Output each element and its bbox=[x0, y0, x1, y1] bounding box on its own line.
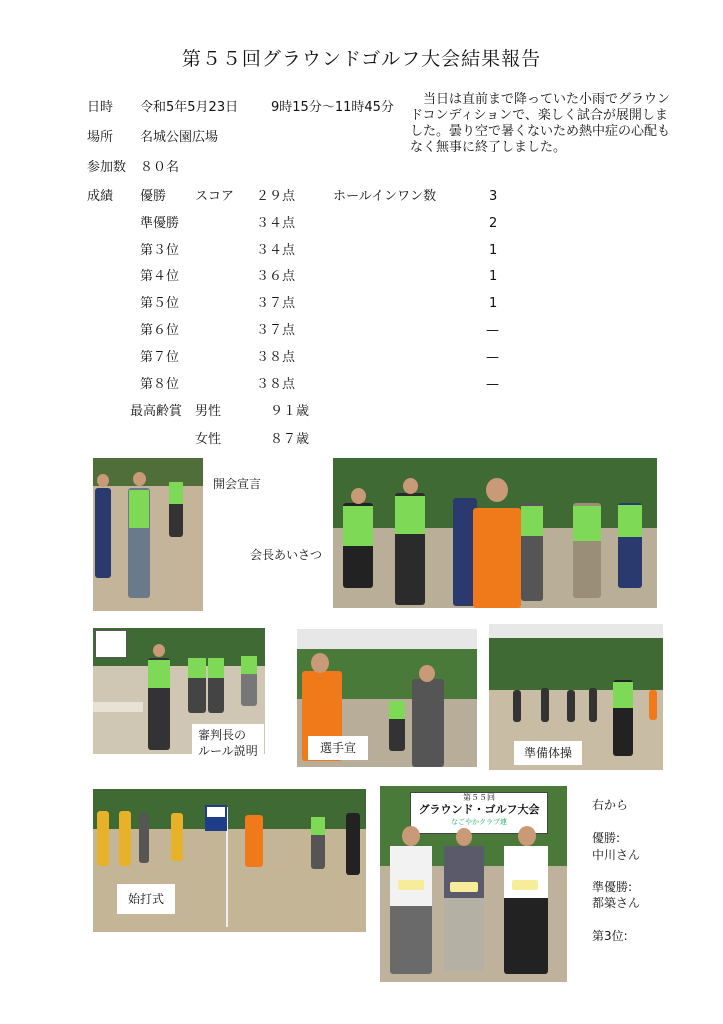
result-score: ３４点 bbox=[256, 216, 296, 231]
winners-from-right: 右から bbox=[592, 798, 629, 812]
hole-in-one-header: ホールインワン数 bbox=[333, 189, 437, 204]
photo-opening-declaration bbox=[93, 458, 203, 611]
result-score: ３７点 bbox=[256, 296, 296, 311]
banner-line1: 第５５回 bbox=[463, 793, 495, 802]
banner-line3: なごやかクラブ連 bbox=[451, 818, 507, 826]
result-rank: 第３位 bbox=[140, 243, 180, 258]
oldest-male-label: 男性 bbox=[195, 404, 222, 419]
score-header: スコア bbox=[195, 189, 235, 204]
caption-rules-line2: ルール説明 bbox=[198, 744, 258, 758]
result-hole-in-one: — bbox=[486, 350, 499, 365]
results-label: 成績 bbox=[87, 189, 114, 204]
date-value: 令和5年5月23日 bbox=[140, 100, 239, 115]
caption-rules-explanation bbox=[192, 724, 264, 762]
winner-first-label: 優勝: bbox=[592, 831, 621, 845]
result-hole-in-one: 2 bbox=[489, 216, 498, 231]
result-hole-in-one: 1 bbox=[489, 296, 498, 311]
result-hole-in-one: 1 bbox=[489, 269, 498, 284]
oldest-male-age: ９１歳 bbox=[270, 404, 310, 419]
result-score: ３７点 bbox=[256, 323, 296, 338]
caption-president-greeting: 会長あいさつ bbox=[250, 548, 323, 562]
caption-first-shot: 始打式 bbox=[117, 884, 175, 914]
result-hole-in-one: — bbox=[486, 323, 499, 338]
photo-president-greeting bbox=[333, 458, 657, 608]
winner-third-label: 第3位: bbox=[592, 929, 628, 943]
oldest-female-age: ８７歳 bbox=[270, 432, 310, 447]
banner-line2: グラウンド・ゴルフ大会 bbox=[418, 803, 540, 816]
result-rank: 優勝 bbox=[140, 189, 167, 204]
result-hole-in-one: — bbox=[486, 377, 499, 392]
oldest-award-label: 最高齢賞 bbox=[130, 404, 183, 419]
result-score: ３８点 bbox=[256, 377, 296, 392]
result-score: ３６点 bbox=[256, 269, 296, 284]
oldest-female-label: 女性 bbox=[195, 432, 222, 447]
caption-warmup: 準備体操 bbox=[514, 741, 582, 765]
place-value: 名城公園広場 bbox=[140, 130, 219, 145]
caption-rules-line1: 審判長の bbox=[198, 728, 247, 742]
result-score: ３８点 bbox=[256, 350, 296, 365]
place-label: 場所 bbox=[87, 130, 114, 145]
caption-opening-declaration: 開会宣言 bbox=[213, 477, 262, 491]
result-rank: 第５位 bbox=[140, 296, 180, 311]
photo-winners bbox=[380, 786, 567, 982]
result-score: ２９点 bbox=[256, 189, 296, 204]
result-rank: 第４位 bbox=[140, 269, 180, 284]
participants-label: 参加数 bbox=[87, 160, 127, 175]
participants-value: ８０名 bbox=[140, 160, 180, 175]
time-value: 9時15分～11時45分 bbox=[271, 100, 394, 115]
result-rank: 第６位 bbox=[140, 323, 180, 338]
winner-second-name: 都築さん bbox=[592, 896, 641, 910]
result-rank: 第８位 bbox=[140, 377, 180, 392]
result-rank: 準優勝 bbox=[140, 216, 180, 231]
event-comment: 当日は直前まで降っていた小雨でグラウンドコンディションで、楽しく試合が展開しました。曇り空で暑くないため熱中症の心配もなく無事に終了しました。 bbox=[410, 92, 671, 155]
result-hole-in-one: 3 bbox=[489, 189, 498, 204]
winner-first-name: 中川さん bbox=[592, 848, 641, 862]
result-hole-in-one: 1 bbox=[489, 243, 498, 258]
result-score: ３４点 bbox=[256, 243, 296, 258]
page-title: 第５５回グラウンドゴルフ大会結果報告 bbox=[181, 48, 542, 70]
caption-player-oath: 選手宣 bbox=[308, 736, 368, 760]
date-label: 日時 bbox=[87, 100, 114, 115]
winner-second-label: 準優勝: bbox=[592, 880, 633, 894]
result-rank: 第７位 bbox=[140, 350, 180, 365]
